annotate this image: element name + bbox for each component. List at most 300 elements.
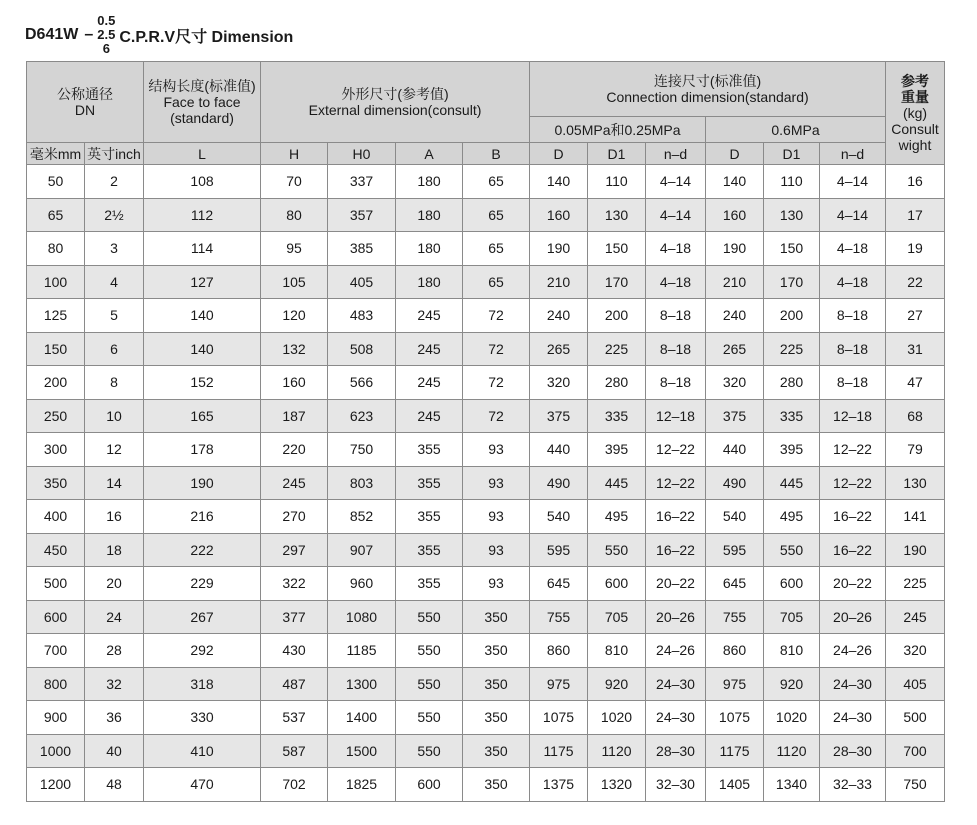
table-cell: 550 xyxy=(396,600,463,634)
table-cell: 355 xyxy=(396,500,463,534)
table-cell: 72 xyxy=(463,399,530,433)
table-row xyxy=(27,165,945,199)
table-cell: 495 xyxy=(588,500,646,534)
table-cell: 110 xyxy=(588,165,646,199)
table-cell: 1375 xyxy=(530,768,588,802)
table-cell: 12–22 xyxy=(820,466,886,500)
table-cell: 65 xyxy=(463,265,530,299)
table-cell: 125 xyxy=(27,299,85,333)
header-face-to-face: 结构长度(标准值) Face to face (standard) xyxy=(144,62,261,143)
table-cell: 48 xyxy=(85,768,144,802)
table-cell: 810 xyxy=(764,634,820,668)
table-cell: 72 xyxy=(463,332,530,366)
table-cell: 600 xyxy=(764,567,820,601)
table-cell: 600 xyxy=(588,567,646,601)
table-cell: 19 xyxy=(886,232,945,266)
table-cell: 385 xyxy=(328,232,396,266)
table-cell: 20–22 xyxy=(646,567,706,601)
table-cell: 10 xyxy=(85,399,144,433)
table-cell: 4–14 xyxy=(646,165,706,199)
table-cell: 250 xyxy=(27,399,85,433)
table-cell: 550 xyxy=(396,634,463,668)
table-cell: 335 xyxy=(764,399,820,433)
table-cell: 16 xyxy=(886,165,945,199)
table-cell: 105 xyxy=(261,265,328,299)
model-code: D641W xyxy=(25,26,79,43)
table-cell: 450 xyxy=(27,533,85,567)
table-cell: 165 xyxy=(144,399,261,433)
header-external-dimension: 外形尺寸(参考值) External dimension(consult) xyxy=(261,62,530,143)
table-cell: 470 xyxy=(144,768,261,802)
table-cell: 1400 xyxy=(328,701,396,735)
table-cell: 32–33 xyxy=(820,768,886,802)
table-cell: 860 xyxy=(530,634,588,668)
table-cell: 595 xyxy=(706,533,764,567)
table-cell: 65 xyxy=(463,198,530,232)
table-cell: 140 xyxy=(144,299,261,333)
table-row xyxy=(27,768,945,802)
table-cell: 440 xyxy=(530,433,588,467)
table-cell: 8–18 xyxy=(820,299,886,333)
pressure-value: 0.5 xyxy=(97,13,116,28)
pressure-value: 6 xyxy=(102,41,110,56)
table-cell: 132 xyxy=(261,332,328,366)
table-cell: 4–18 xyxy=(820,232,886,266)
table-cell: 12 xyxy=(85,433,144,467)
table-cell: 200 xyxy=(588,299,646,333)
table-cell: 114 xyxy=(144,232,261,266)
table-cell: 216 xyxy=(144,500,261,534)
table-cell: 150 xyxy=(764,232,820,266)
table-cell: 4–18 xyxy=(820,265,886,299)
header-group-low-pressure: 0.05MPa和0.25MPa xyxy=(530,117,706,143)
table-cell: 1200 xyxy=(27,768,85,802)
table-cell: 140 xyxy=(144,332,261,366)
table-cell: 180 xyxy=(396,165,463,199)
table-cell: 1340 xyxy=(764,768,820,802)
table-cell: 95 xyxy=(261,232,328,266)
table-cell: 267 xyxy=(144,600,261,634)
table-cell: 112 xyxy=(144,198,261,232)
col-H0: H0 xyxy=(328,143,396,165)
table-cell: 108 xyxy=(144,165,261,199)
table-cell: 350 xyxy=(463,634,530,668)
table-cell: 160 xyxy=(261,366,328,400)
table-cell: 270 xyxy=(261,500,328,534)
table-cell: 152 xyxy=(144,366,261,400)
table-cell: 12–18 xyxy=(646,399,706,433)
table-cell: 8–18 xyxy=(820,332,886,366)
table-cell: 160 xyxy=(706,198,764,232)
table-cell: 900 xyxy=(27,701,85,735)
table-cell: 65 xyxy=(27,198,85,232)
table-cell: 357 xyxy=(328,198,396,232)
pressure-stack xyxy=(97,14,115,56)
table-cell: 705 xyxy=(588,600,646,634)
table-cell: 350 xyxy=(463,701,530,735)
page-title xyxy=(25,12,293,58)
table-cell: 645 xyxy=(530,567,588,601)
table-cell: 702 xyxy=(261,768,328,802)
table-cell: 187 xyxy=(261,399,328,433)
table-cell: 623 xyxy=(328,399,396,433)
header-group-high-pressure: 0.6MPa xyxy=(706,117,886,143)
table-cell: 190 xyxy=(144,466,261,500)
table-cell: 337 xyxy=(328,165,396,199)
table-row xyxy=(27,265,945,299)
table-cell: 405 xyxy=(886,667,945,701)
table-cell: 395 xyxy=(588,433,646,467)
table-cell: 860 xyxy=(706,634,764,668)
table-cell: 180 xyxy=(396,232,463,266)
table-cell: 1300 xyxy=(328,667,396,701)
table-cell: 245 xyxy=(886,600,945,634)
table-row xyxy=(27,533,945,567)
table-cell: 265 xyxy=(530,332,588,366)
table-cell: 93 xyxy=(463,567,530,601)
table-cell: 645 xyxy=(706,567,764,601)
table-cell: 100 xyxy=(27,265,85,299)
table-cell: 1175 xyxy=(530,734,588,768)
table-cell: 375 xyxy=(530,399,588,433)
col-mm: 毫米mm xyxy=(27,143,85,165)
header-nominal-diameter: 公称通径 DN xyxy=(27,62,144,143)
table-cell: 50 xyxy=(27,165,85,199)
table-cell: 14 xyxy=(85,466,144,500)
table-cell: 500 xyxy=(886,701,945,735)
table-cell: 24–26 xyxy=(820,634,886,668)
table-row xyxy=(27,567,945,601)
table-cell: 960 xyxy=(328,567,396,601)
table-cell: 93 xyxy=(463,533,530,567)
table-cell: 130 xyxy=(886,466,945,500)
table-cell: 170 xyxy=(764,265,820,299)
table-cell: 280 xyxy=(588,366,646,400)
table-cell: 180 xyxy=(396,198,463,232)
table-row xyxy=(27,198,945,232)
table-cell: 1120 xyxy=(588,734,646,768)
table-cell: 1020 xyxy=(588,701,646,735)
table-cell: 445 xyxy=(764,466,820,500)
table-cell: 1185 xyxy=(328,634,396,668)
table-cell: 130 xyxy=(764,198,820,232)
table-cell: 318 xyxy=(144,667,261,701)
table-cell: 550 xyxy=(396,701,463,735)
table-cell: 700 xyxy=(27,634,85,668)
table-cell: 245 xyxy=(396,299,463,333)
table-cell: 335 xyxy=(588,399,646,433)
col-nd-low: n–d xyxy=(646,143,706,165)
table-cell: 4 xyxy=(85,265,144,299)
title-text: C.P.R.V尺寸 Dimension xyxy=(119,28,294,46)
table-cell: 1320 xyxy=(588,768,646,802)
table-cell: 80 xyxy=(27,232,85,266)
table-cell: 405 xyxy=(328,265,396,299)
col-H: H xyxy=(261,143,328,165)
table-cell: 170 xyxy=(588,265,646,299)
table-cell: 550 xyxy=(588,533,646,567)
table-cell: 975 xyxy=(530,667,588,701)
table-cell: 32–30 xyxy=(646,768,706,802)
table-cell: 240 xyxy=(706,299,764,333)
table-cell: 445 xyxy=(588,466,646,500)
table-cell: 22 xyxy=(886,265,945,299)
table-cell: 160 xyxy=(530,198,588,232)
table-row xyxy=(27,500,945,534)
table-cell: 32 xyxy=(85,667,144,701)
table-row xyxy=(27,366,945,400)
table-cell: 595 xyxy=(530,533,588,567)
table-cell: 265 xyxy=(706,332,764,366)
table-cell: 700 xyxy=(886,734,945,768)
table-cell: 8 xyxy=(85,366,144,400)
table-cell: 200 xyxy=(764,299,820,333)
table-cell: 16–22 xyxy=(646,533,706,567)
table-cell: 550 xyxy=(764,533,820,567)
table-cell: 1080 xyxy=(328,600,396,634)
table-cell: 140 xyxy=(530,165,588,199)
table-cell: 920 xyxy=(588,667,646,701)
table-cell: 40 xyxy=(85,734,144,768)
table-cell: 483 xyxy=(328,299,396,333)
table-cell: 430 xyxy=(261,634,328,668)
table-cell: 1120 xyxy=(764,734,820,768)
table-cell: 375 xyxy=(706,399,764,433)
table-row xyxy=(27,634,945,668)
table-cell: 322 xyxy=(261,567,328,601)
table-row xyxy=(27,667,945,701)
table-cell: 755 xyxy=(530,600,588,634)
table-cell: 245 xyxy=(396,332,463,366)
table-cell: 200 xyxy=(27,366,85,400)
table-cell: 16–22 xyxy=(820,500,886,534)
table-cell: 803 xyxy=(328,466,396,500)
table-cell: 24–30 xyxy=(820,701,886,735)
table-body xyxy=(27,165,945,802)
table-cell: 65 xyxy=(463,232,530,266)
table-cell: 28–30 xyxy=(820,734,886,768)
table-cell: 190 xyxy=(706,232,764,266)
table-cell: 2 xyxy=(85,165,144,199)
table-cell: 410 xyxy=(144,734,261,768)
header-weight: 参考 重量 (kg) Consult wight xyxy=(886,62,945,165)
table-cell: 920 xyxy=(764,667,820,701)
table-row xyxy=(27,466,945,500)
table-cell: 28 xyxy=(85,634,144,668)
table-cell: 550 xyxy=(396,734,463,768)
table-cell: 6 xyxy=(85,332,144,366)
table-cell: 20–26 xyxy=(820,600,886,634)
table-cell: 8–18 xyxy=(646,299,706,333)
table-cell: 225 xyxy=(588,332,646,366)
table-cell: 20–26 xyxy=(646,600,706,634)
table-cell: 27 xyxy=(886,299,945,333)
table-cell: 800 xyxy=(27,667,85,701)
table-cell: 93 xyxy=(463,500,530,534)
table-cell: 12–22 xyxy=(646,466,706,500)
table-cell: 93 xyxy=(463,466,530,500)
table-row xyxy=(27,701,945,735)
table-cell: 80 xyxy=(261,198,328,232)
table-cell: 72 xyxy=(463,299,530,333)
table-cell: 350 xyxy=(463,667,530,701)
table-cell: 350 xyxy=(463,768,530,802)
table-cell: 245 xyxy=(396,366,463,400)
table-cell: 120 xyxy=(261,299,328,333)
table-row xyxy=(27,332,945,366)
table-cell: 755 xyxy=(706,600,764,634)
table-cell: 280 xyxy=(764,366,820,400)
table-cell: 1175 xyxy=(706,734,764,768)
table-cell: 127 xyxy=(144,265,261,299)
table-cell: 1825 xyxy=(328,768,396,802)
table-cell: 320 xyxy=(886,634,945,668)
table-cell: 190 xyxy=(886,533,945,567)
table-cell: 24–30 xyxy=(646,667,706,701)
table-cell: 8–18 xyxy=(646,366,706,400)
table-cell: 24–26 xyxy=(646,634,706,668)
table-cell: 400 xyxy=(27,500,85,534)
table-cell: 1405 xyxy=(706,768,764,802)
table-cell: 566 xyxy=(328,366,396,400)
col-D-high: D xyxy=(706,143,764,165)
table-row xyxy=(27,734,945,768)
table-cell: 222 xyxy=(144,533,261,567)
table-cell: 292 xyxy=(144,634,261,668)
table-cell: 495 xyxy=(764,500,820,534)
table-cell: 225 xyxy=(764,332,820,366)
table-cell: 12–22 xyxy=(820,433,886,467)
table-cell: 440 xyxy=(706,433,764,467)
table-cell: 16–22 xyxy=(820,533,886,567)
table-cell: 225 xyxy=(886,567,945,601)
table-cell: 8–18 xyxy=(646,332,706,366)
table-cell: 508 xyxy=(328,332,396,366)
col-B: B xyxy=(463,143,530,165)
table-cell: 93 xyxy=(463,433,530,467)
table-cell: 4–14 xyxy=(820,165,886,199)
table-cell: 320 xyxy=(530,366,588,400)
header-connection-dimension: 连接尺寸(标准值) Connection dimension(standard) xyxy=(530,62,886,117)
table-cell: 852 xyxy=(328,500,396,534)
table-cell: 350 xyxy=(27,466,85,500)
col-A: A xyxy=(396,143,463,165)
table-cell: 245 xyxy=(396,399,463,433)
table-cell: 600 xyxy=(27,600,85,634)
table-cell: 130 xyxy=(588,198,646,232)
table-cell: 975 xyxy=(706,667,764,701)
table-cell: 300 xyxy=(27,433,85,467)
table-cell: 355 xyxy=(396,533,463,567)
table-cell: 4–14 xyxy=(646,198,706,232)
table-cell: 141 xyxy=(886,500,945,534)
table-cell: 245 xyxy=(261,466,328,500)
table-cell: 1020 xyxy=(764,701,820,735)
col-nd-high: n–d xyxy=(820,143,886,165)
table-cell: 12–22 xyxy=(646,433,706,467)
table-cell: 4–14 xyxy=(820,198,886,232)
table-cell: 190 xyxy=(530,232,588,266)
table-cell: 16 xyxy=(85,500,144,534)
table-cell: 810 xyxy=(588,634,646,668)
table-cell: 5 xyxy=(85,299,144,333)
table-cell: 3 xyxy=(85,232,144,266)
table-cell: 65 xyxy=(463,165,530,199)
table-cell: 36 xyxy=(85,701,144,735)
table-cell: 79 xyxy=(886,433,945,467)
col-D-low: D xyxy=(530,143,588,165)
col-D1-high: D1 xyxy=(764,143,820,165)
table-cell: 330 xyxy=(144,701,261,735)
table-cell: 20–22 xyxy=(820,567,886,601)
table-cell: 1075 xyxy=(530,701,588,735)
table-cell: 18 xyxy=(85,533,144,567)
title-dash: – xyxy=(84,26,94,43)
table-cell: 1075 xyxy=(706,701,764,735)
table-cell: 490 xyxy=(706,466,764,500)
table-cell: 350 xyxy=(463,600,530,634)
table-cell: 355 xyxy=(396,567,463,601)
table-cell: 210 xyxy=(706,265,764,299)
table-cell: 24–30 xyxy=(820,667,886,701)
table-row xyxy=(27,399,945,433)
table-cell: 150 xyxy=(27,332,85,366)
table-row xyxy=(27,600,945,634)
table-cell: 72 xyxy=(463,366,530,400)
table-cell: 16–22 xyxy=(646,500,706,534)
table-cell: 750 xyxy=(328,433,396,467)
table-cell: 240 xyxy=(530,299,588,333)
col-L: L xyxy=(144,143,261,165)
table-cell: 24–30 xyxy=(646,701,706,735)
table-cell: 395 xyxy=(764,433,820,467)
table-cell: 1000 xyxy=(27,734,85,768)
table-cell: 600 xyxy=(396,768,463,802)
table-cell: 178 xyxy=(144,433,261,467)
table-cell: 487 xyxy=(261,667,328,701)
col-D1-low: D1 xyxy=(588,143,646,165)
table-cell: 70 xyxy=(261,165,328,199)
table-cell: 220 xyxy=(261,433,328,467)
table-cell: 229 xyxy=(144,567,261,601)
table-cell: 540 xyxy=(530,500,588,534)
table-cell: 355 xyxy=(396,433,463,467)
table-cell: 8–18 xyxy=(820,366,886,400)
dimension-table xyxy=(26,61,945,802)
table-cell: 537 xyxy=(261,701,328,735)
table-cell: 150 xyxy=(588,232,646,266)
table-row xyxy=(27,433,945,467)
table-cell: 68 xyxy=(886,399,945,433)
table-cell: 907 xyxy=(328,533,396,567)
table-cell: 20 xyxy=(85,567,144,601)
table-row xyxy=(27,232,945,266)
table-cell: 355 xyxy=(396,466,463,500)
table-cell: 587 xyxy=(261,734,328,768)
pressure-value: 2.5 xyxy=(97,27,116,42)
table-cell: 705 xyxy=(764,600,820,634)
table-header xyxy=(27,62,945,165)
table-cell: 500 xyxy=(27,567,85,601)
table-cell: 4–18 xyxy=(646,265,706,299)
table-cell: 210 xyxy=(530,265,588,299)
table-cell: 180 xyxy=(396,265,463,299)
table-cell: 4–18 xyxy=(646,232,706,266)
table-cell: 2½ xyxy=(85,198,144,232)
table-cell: 540 xyxy=(706,500,764,534)
table-cell: 31 xyxy=(886,332,945,366)
table-cell: 1500 xyxy=(328,734,396,768)
